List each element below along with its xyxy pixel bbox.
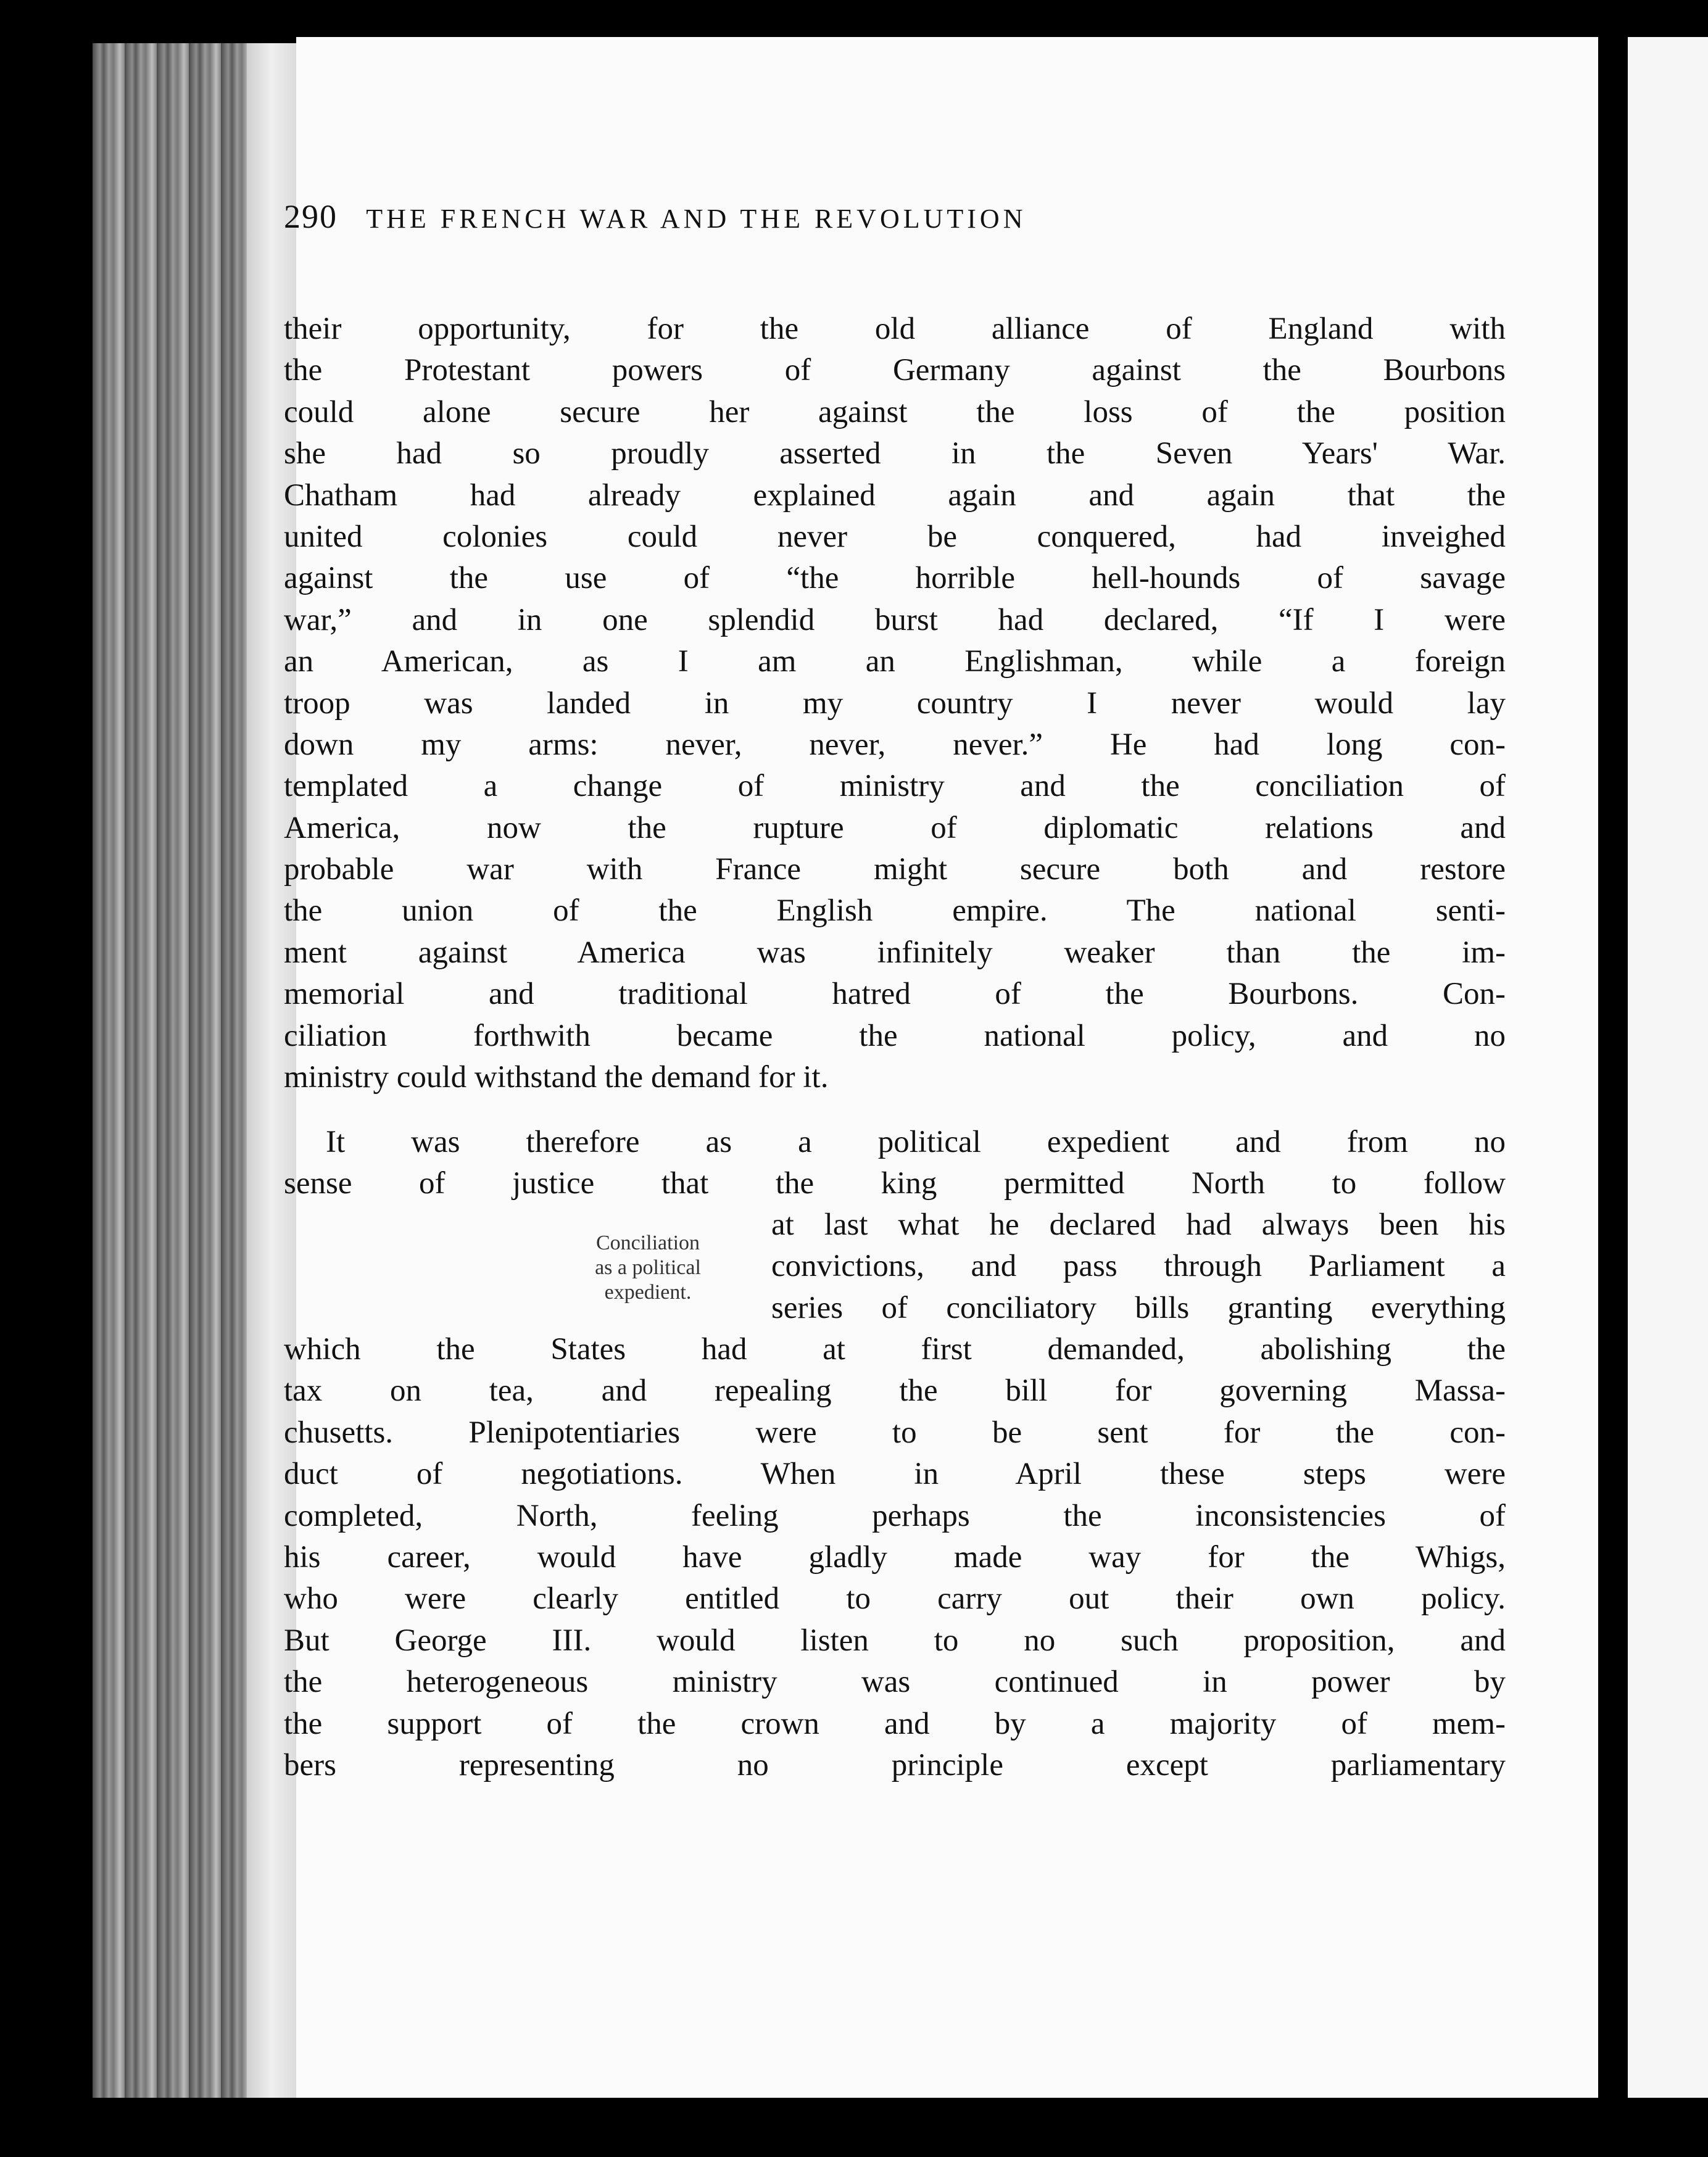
text-line: series of conciliatory bills granting everything bbox=[771, 1290, 1506, 1325]
running-title: THE FRENCH WAR AND THE REVOLUTION bbox=[366, 204, 1027, 234]
paragraph-2-beside-note bbox=[771, 1204, 1506, 1329]
text-line: America, now the rupture of diplomatic relations and bbox=[284, 810, 1506, 845]
text-line: the union of the English empire. The national senti- bbox=[284, 893, 1506, 929]
text-line: duct of negotiations. When in April these steps were bbox=[284, 1457, 1506, 1492]
text-line: an American, as I am an Englishman, while a foreign bbox=[284, 644, 1506, 679]
text-line: memorial and traditional hatred of the Bourbons. Con- bbox=[284, 977, 1506, 1012]
text-line: the Protestant powers of Germany against the Bourbons bbox=[284, 353, 1506, 388]
text-line: the support of the crown and by a majority of mem- bbox=[284, 1706, 1506, 1741]
margin-note-line: expedient. bbox=[604, 1281, 692, 1304]
text-line: chusetts. Plenipotentiaries were to be sent for the con- bbox=[284, 1415, 1506, 1450]
text-line: sense of justice that the king permitted North to follow bbox=[284, 1166, 1506, 1201]
text-line: the heterogeneous ministry was continued in power by bbox=[284, 1665, 1506, 1700]
page-number: 290 bbox=[284, 198, 338, 235]
text-line: bers representing no principle except parliamentary bbox=[284, 1747, 1506, 1782]
running-header bbox=[284, 197, 1506, 236]
text-line: united colonies could never be conquered, had inveighed bbox=[284, 519, 1506, 554]
paragraph-1 bbox=[284, 308, 1506, 1098]
margin-note-line: as a political bbox=[595, 1256, 701, 1279]
margin-note-line: Conciliation bbox=[595, 1232, 700, 1254]
text-line: who were clearly entitled to carry out their own policy. bbox=[284, 1581, 1506, 1617]
text-line: down my arms: never, never, never.” He had long con- bbox=[284, 727, 1506, 762]
text-line: probable war with France might secure both and restore bbox=[284, 852, 1506, 887]
text-line: troop was landed in my country I never would lay bbox=[284, 685, 1506, 721]
text-line: tax on tea, and repealing the bill for governing Massa- bbox=[284, 1373, 1506, 1409]
text-line: war,” and in one splendid burst had declared, “If I were bbox=[284, 602, 1506, 637]
text-line: ministry could withstand the demand for it. bbox=[284, 1060, 829, 1095]
text-line: ment against America was infinitely weaker than the im- bbox=[284, 935, 1506, 970]
margin-note bbox=[543, 1231, 753, 1305]
text-line: convictions, and pass through Parliament a bbox=[771, 1249, 1506, 1284]
text-line: his career, would have gladly made way for the Whigs, bbox=[284, 1539, 1506, 1575]
text-line: against the use of “the horrible hell-hounds of savage bbox=[284, 561, 1506, 596]
text-line: which the States had at first demanded, abolishing the bbox=[284, 1332, 1506, 1367]
text-line: completed, North, feeling perhaps the inconsistencies of bbox=[284, 1498, 1506, 1533]
text-line: templated a change of ministry and the conciliation of bbox=[284, 769, 1506, 804]
text-line: she had so proudly asserted in the Seven Years' War. bbox=[284, 436, 1506, 471]
text-line: It was therefore as a political expedient and from no bbox=[326, 1125, 1506, 1159]
text-line: their opportunity, for the old alliance of England with bbox=[284, 312, 1506, 346]
facing-page-edge bbox=[1628, 37, 1708, 2098]
text-line: at last what he declared had always been his bbox=[771, 1207, 1506, 1242]
text-line: could alone secure her against the loss of the position bbox=[284, 394, 1506, 429]
text-line: ciliation forthwith became the national policy, and no bbox=[284, 1018, 1506, 1053]
paragraph-2-continued bbox=[284, 1329, 1506, 1786]
text-line: Chatham had already explained again and again that the bbox=[284, 478, 1506, 513]
paragraph-2-opening bbox=[284, 1122, 1506, 1205]
text-line: But George III. would listen to no such proposition, and bbox=[284, 1623, 1506, 1658]
